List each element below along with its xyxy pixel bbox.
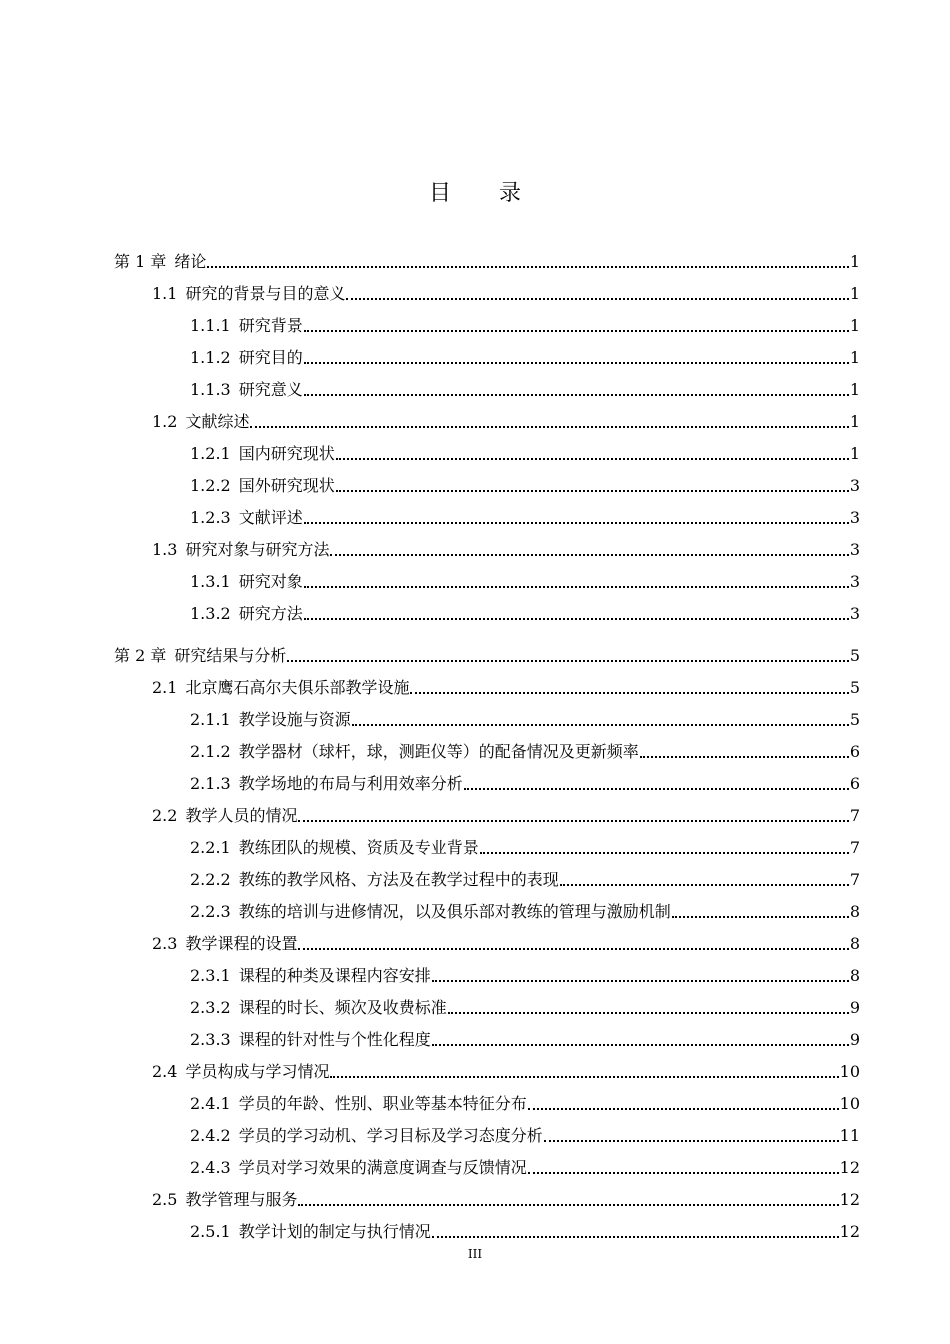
toc-entry-number: 第 2 章 [114,646,167,665]
toc-entry-label [190,774,463,794]
toc-entry-title: 学员的年龄、性别、职业等基本特征分布 [238,1094,527,1113]
toc-leader-dots [346,298,848,300]
toc-entry-label [190,838,479,858]
toc-entry-title: 北京鹰石高尔夫俱乐部教学设施 [185,678,410,697]
toc-entry[interactable] [190,828,860,858]
toc-entry-title: 课程的种类及课程内容安排 [238,966,431,985]
toc-page-number: 5 [849,710,860,729]
toc-leader-dots [304,586,849,588]
toc-page-number: 1 [849,412,860,431]
toc-entry-label [190,902,671,922]
toc-entry-title: 国内研究现状 [238,444,335,463]
toc-entry-label [152,934,297,954]
toc-entry-label [190,604,303,624]
toc-leader-dots [287,660,848,662]
toc-page-number: 9 [849,998,860,1017]
toc-entry[interactable] [152,668,860,698]
toc-entry-number: 1.2.3 [190,508,231,527]
toc-entry-label [152,284,345,304]
toc-entry-number: 2.1.1 [190,710,231,729]
toc-leader-dots [448,1012,849,1014]
toc-entry-number: 2.4 [152,1062,178,1081]
toc-entry-number: 2.2.1 [190,838,231,857]
toc-leader-dots [207,266,848,268]
toc-entry-label [190,1126,543,1146]
toc-leader-dots [672,916,849,918]
toc-page-number: 6 [849,774,860,793]
toc-leader-dots [410,692,848,694]
toc-page-number: 8 [849,934,860,953]
toc-entry-label [190,1158,527,1178]
toc-page-number: 12 [839,1190,860,1209]
toc-entry-number: 1.2.1 [190,444,231,463]
toc-entry-label [190,572,303,592]
toc-leader-dots [304,394,849,396]
toc-page-number: 11 [839,1126,860,1145]
toc-leader-dots [330,1076,838,1078]
toc-entry-label [190,870,559,890]
toc-entry[interactable] [190,306,860,336]
toc-entry-number: 2.3 [152,934,178,953]
toc-entry-number: 1.3.2 [190,604,231,623]
toc-entry[interactable] [152,1052,860,1082]
toc-entry-label [190,998,447,1018]
toc-entry[interactable] [152,402,860,432]
toc-entry-label [152,540,329,560]
toc-leader-dots [352,724,849,726]
toc-page-number: 6 [849,742,860,761]
toc-entry-title: 学员的学习动机、学习目标及学习态度分析 [238,1126,543,1145]
toc-leader-dots [480,852,849,854]
toc-page-number: 9 [849,1030,860,1049]
toc-entry-title: 教学课程的设置 [185,934,298,953]
toc-entry-label [190,966,431,986]
toc-entry[interactable] [190,562,860,592]
toc-entry[interactable] [190,764,860,794]
toc-page-number: 1 [849,348,860,367]
toc-entry[interactable] [152,796,860,826]
toc-entry-title: 课程的时长、频次及收费标准 [238,998,447,1017]
toc-entry-number: 1.3.1 [190,572,231,591]
toc-entry-number: 2.3.3 [190,1030,231,1049]
toc-entry[interactable] [190,988,860,1018]
toc-entry-number: 2.1.3 [190,774,231,793]
toc-page-number: 3 [849,572,860,591]
toc-entry-title: 研究目的 [238,348,303,367]
toc-entry-label [190,348,303,368]
toc-leader-dots [432,1236,839,1238]
toc-leader-dots [528,1172,839,1174]
toc-entry-number: 1.1 [152,284,178,303]
toc-entry-title: 教学管理与服务 [185,1190,298,1209]
toc-entry[interactable] [190,956,860,986]
toc-entry[interactable] [152,924,860,954]
toc-leader-dots [560,884,849,886]
toc-entry-number: 2.1 [152,678,178,697]
toc-entry[interactable] [190,338,860,368]
toc-page-number: 10 [839,1094,860,1113]
toc-page-number: 5 [849,646,860,665]
toc-entry-title: 教学场地的布局与利用效率分析 [238,774,463,793]
toc-entry[interactable] [190,498,860,528]
toc-entry-number: 2.3.1 [190,966,231,985]
toc-entry-number: 2.2.3 [190,902,231,921]
toc-entry-label [152,1190,297,1210]
toc-leader-dots [432,980,849,982]
toc-entry-title: 教练的培训与进修情况，以及俱乐部对教练的管理与激励机制 [238,902,671,921]
toc-entry-number: 1.3 [152,540,178,559]
toc-entry-title: 教学器材（球杆，球，测距仪等）的配备情况及更新频率 [238,742,639,761]
toc-entry-number: 2.2 [152,806,178,825]
toc-entry-number: 2.3.2 [190,998,231,1017]
toc-page-number: 10 [839,1062,860,1081]
toc-page-number: 3 [849,604,860,623]
toc-entry-number: 2.4.3 [190,1158,231,1177]
toc-entry-title: 国外研究现状 [238,476,335,495]
toc-entry[interactable] [152,274,860,304]
toc-entry[interactable] [190,594,860,624]
toc-page-number: 1 [849,316,860,335]
toc-entry-label [114,646,286,666]
toc-entry-title: 研究对象 [238,572,303,591]
toc-entry-label [114,252,206,272]
toc-entry-label [152,1062,329,1082]
toc-entry-number: 1.2.2 [190,476,231,495]
toc-entry[interactable] [190,434,860,464]
toc-chapter-entry[interactable] [114,636,860,666]
toc-leader-dots [544,1140,839,1142]
toc-entry-title: 教学人员的情况 [185,806,298,825]
toc-entry[interactable] [152,530,860,560]
toc-page-number: 5 [849,678,860,697]
toc-entry-title: 教练团队的规模、资质及专业背景 [238,838,479,857]
toc-entry-title: 课程的针对性与个性化程度 [238,1030,431,1049]
toc-leader-dots [432,1044,849,1046]
toc-entry[interactable] [190,860,860,890]
toc-entry-label [152,412,249,432]
toc-entry-number: 1.2 [152,412,178,431]
toc-entry[interactable] [152,1180,860,1210]
toc-entry-label [190,508,303,528]
toc-entry-label [190,476,335,496]
toc-entry-title: 研究背景 [238,316,303,335]
toc-leader-dots [298,820,848,822]
toc-entry-label [190,316,303,336]
toc-page-number: 12 [839,1158,860,1177]
toc-entry-label [190,742,639,762]
toc-entry-label [190,1094,527,1114]
toc-leader-dots [528,1108,839,1110]
page-title: 目录 [428,181,569,206]
toc-page-number: 3 [849,476,860,495]
toc-page-number: 1 [849,444,860,463]
toc-chapter-entry[interactable] [114,242,860,272]
toc-entry-title: 研究意义 [238,380,303,399]
toc-page-number: 3 [849,508,860,527]
toc-entry-label [190,380,303,400]
toc-leader-dots [250,426,848,428]
toc-leader-dots [298,948,848,950]
toc-leader-dots [298,1204,838,1206]
toc-entry[interactable] [190,1084,860,1114]
toc-page-number: 1 [849,380,860,399]
toc-entry-number: 2.5 [152,1190,178,1209]
toc-entry-number: 1.1.1 [190,316,231,335]
toc-page-number: 1 [849,252,860,271]
toc-entry-title: 研究的背景与目的意义 [185,284,346,303]
toc-page-number: 8 [849,902,860,921]
toc-page-number: 1 [849,284,860,303]
toc-entry-number: 2.2.2 [190,870,231,889]
toc-entry-number: 2.1.2 [190,742,231,761]
toc-entry-title: 学员构成与学习情况 [185,1062,330,1081]
page-number: III [467,1247,483,1261]
toc-entry-label [190,1222,431,1242]
toc-entry-title: 教练的教学风格、方法及在教学过程中的表现 [238,870,559,889]
toc-leader-dots [304,522,849,524]
toc-entry[interactable] [190,700,860,730]
toc-entry-label [152,806,297,826]
toc-entry-label [190,1030,431,1050]
toc-entry-label [190,710,351,730]
toc-entry-title: 研究结果与分析 [174,646,287,665]
toc-entry[interactable] [190,892,860,922]
toc-leader-dots [304,618,849,620]
toc-page-number: 7 [849,870,860,889]
toc-page-number: 7 [849,806,860,825]
toc-entry-number: 2.5.1 [190,1222,231,1241]
toc-page-number: 8 [849,966,860,985]
toc-page-number: 3 [849,540,860,559]
toc-leader-dots [336,490,849,492]
toc-entry-number: 1.1.3 [190,380,231,399]
toc-entry[interactable] [190,1148,860,1178]
toc-entry-number: 2.4.2 [190,1126,231,1145]
toc-leader-dots [304,362,849,364]
toc-leader-dots [464,788,849,790]
toc-entry[interactable] [190,1020,860,1050]
toc-entry[interactable] [190,370,860,400]
toc-entry-title: 文献评述 [238,508,303,527]
toc-page-number: 7 [849,838,860,857]
toc-entry-title: 研究对象与研究方法 [185,540,330,559]
toc-entry[interactable] [190,466,860,496]
toc-leader-dots [330,554,848,556]
toc-leader-dots [304,330,849,332]
toc-entry[interactable] [190,1116,860,1146]
toc-page-number: 12 [839,1222,860,1241]
toc-entry-number: 2.4.1 [190,1094,231,1113]
toc-entry-title: 教学设施与资源 [238,710,351,729]
toc-entry-title: 文献综述 [185,412,250,431]
toc-entry-label [152,678,409,698]
toc-entry-title: 研究方法 [238,604,303,623]
toc-entry-title: 绪论 [174,252,207,271]
toc-entry-number: 1.1.2 [190,348,231,367]
toc-entry-title: 教学计划的制定与执行情况 [238,1222,431,1241]
toc-leader-dots [336,458,849,460]
toc-entry-number: 第 1 章 [114,252,167,271]
toc-entry[interactable] [190,732,860,762]
toc-entry-title: 学员对学习效果的满意度调查与反馈情况 [238,1158,527,1177]
toc-entry[interactable] [190,1212,860,1242]
toc-leader-dots [640,756,849,758]
toc-entry-label [190,444,335,464]
